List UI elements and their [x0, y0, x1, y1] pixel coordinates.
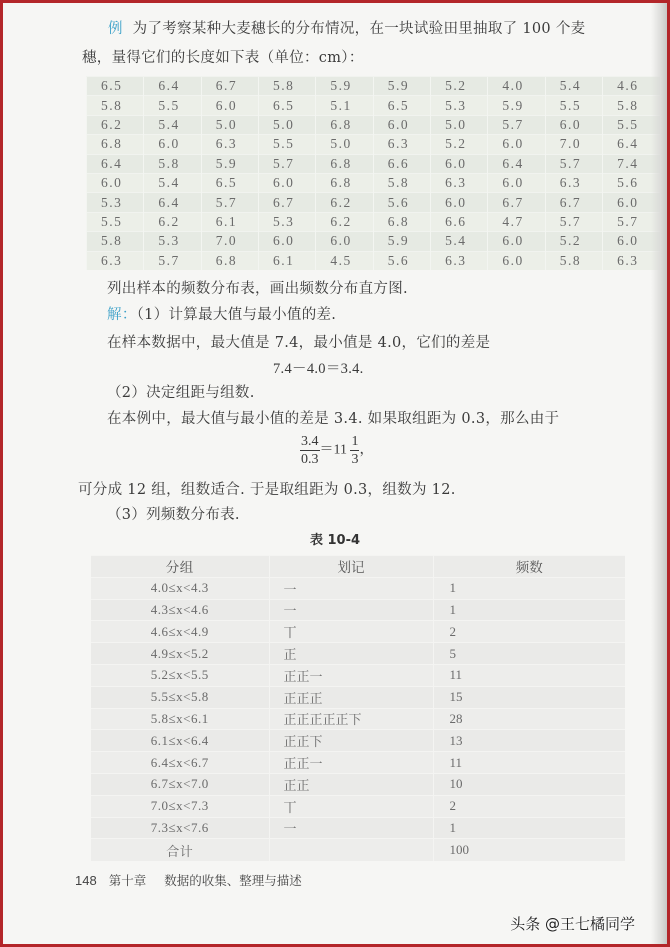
mixed-denominator: 3 [351, 452, 359, 467]
header-group: 分组 [91, 556, 269, 578]
raw-data-cell: 6.0 [201, 96, 258, 115]
tally-cell: 正正 [269, 773, 433, 795]
watermark: 头条 @王七橘同学 [510, 915, 635, 933]
raw-data-cell: 6.0 [259, 232, 316, 251]
raw-data-cell: 6.8 [373, 212, 430, 231]
table-row [91, 795, 625, 817]
raw-data-cell: 5.4 [144, 115, 201, 134]
total-tally [269, 839, 433, 861]
raw-data-cell: 6.0 [488, 232, 545, 251]
step2-text: 在本例中，最大值与最小值的差是 3.4. 如果取组距为 0.3，那么由于 [107, 411, 560, 427]
raw-data-cell: 5.3 [431, 96, 488, 115]
raw-data-cell: 4.7 [488, 212, 545, 231]
raw-data-cell: 5.3 [144, 232, 201, 251]
raw-data-cell: 5.5 [545, 96, 602, 115]
table-row [91, 686, 625, 708]
raw-data-cell: 5.5 [87, 212, 144, 231]
group-cell: 5.5≤x<5.8 [91, 686, 269, 708]
raw-data-cell: 5.1 [316, 96, 373, 115]
raw-data-cell: 6.2 [316, 193, 373, 212]
solution-sep: ： [121, 307, 137, 323]
group-cell: 6.1≤x<6.4 [91, 730, 269, 752]
raw-data-cell: 6.0 [259, 173, 316, 192]
raw-data-cell: 4.0 [488, 77, 545, 96]
raw-data-cell: 5.0 [316, 135, 373, 154]
table-caption: 表 10-4 [309, 533, 361, 548]
raw-data-cell: 5.2 [545, 232, 602, 251]
raw-data-cell: 6.3 [201, 135, 258, 154]
group-cell: 6.7≤x<7.0 [91, 773, 269, 795]
header-frequency: 频数 [433, 556, 625, 578]
raw-data-row [87, 251, 661, 270]
table-row [91, 599, 625, 621]
step1-text: 在样本数据中，最大值是 7.4，最小值是 4.0，它们的差是 [107, 335, 491, 351]
group-cell: 7.3≤x<7.6 [91, 817, 269, 839]
group-cell: 4.9≤x<5.2 [91, 643, 269, 665]
raw-data-cell: 5.0 [259, 115, 316, 134]
table-total-row [91, 839, 625, 861]
raw-data-cell: 6.7 [488, 193, 545, 212]
mixed-numerator: 1 [351, 434, 359, 449]
raw-data-cell: 5.8 [144, 154, 201, 173]
raw-data-cell: 6.8 [87, 135, 144, 154]
raw-data-cell: 5.9 [316, 77, 373, 96]
raw-data-cell: 5.6 [373, 193, 430, 212]
raw-data-cell: 6.0 [87, 173, 144, 192]
table-row [91, 730, 625, 752]
raw-data-cell: 5.5 [144, 96, 201, 115]
raw-data-cell: 5.5 [603, 115, 660, 134]
raw-data-cell: 6.0 [488, 173, 545, 192]
raw-data-cell: 6.5 [259, 96, 316, 115]
frequency-cell: 2 [433, 795, 625, 817]
solution-label: 解 [107, 307, 122, 323]
raw-data-cell: 6.5 [201, 173, 258, 192]
raw-data-cell: 5.7 [545, 154, 602, 173]
raw-data-cell: 6.3 [87, 251, 144, 270]
group-cell: 7.0≤x<7.3 [91, 795, 269, 817]
fraction-numerator: 3.4 [301, 434, 319, 449]
raw-data-cell: 5.8 [87, 96, 144, 115]
raw-data-cell: 5.6 [373, 251, 430, 270]
raw-data-cell: 6.1 [259, 251, 316, 270]
raw-data-cell: 6.4 [87, 154, 144, 173]
raw-data-cell: 5.9 [373, 77, 430, 96]
raw-data-cell: 6.4 [144, 193, 201, 212]
frequency-cell: 13 [433, 730, 625, 752]
frequency-cell: 11 [433, 752, 625, 774]
raw-data-cell: 5.0 [431, 115, 488, 134]
raw-data-cell: 6.3 [431, 251, 488, 270]
frequency-table [91, 555, 625, 861]
raw-data-cell: 6.0 [488, 251, 545, 270]
fraction-tail: ， [359, 442, 374, 458]
step2-conclusion: 可分成 12 组，组数适合. 于是取组距为 0.3，组数为 12. [78, 482, 456, 498]
raw-data-cell: 6.0 [144, 135, 201, 154]
chapter-title: 数据的收集、整理与描述 [164, 873, 302, 888]
group-cell: 5.2≤x<5.5 [91, 664, 269, 686]
raw-data-cell: 5.2 [431, 77, 488, 96]
raw-data-cell: 5.7 [201, 193, 258, 212]
raw-data-cell: 6.8 [201, 251, 258, 270]
raw-data-cell: 5.3 [87, 193, 144, 212]
raw-data-cell: 6.0 [316, 232, 373, 251]
table-row [91, 664, 625, 686]
table-row [91, 752, 625, 774]
group-cell: 5.8≤x<6.1 [91, 708, 269, 730]
raw-data-cell: 6.3 [603, 251, 660, 270]
raw-data-cell: 6.0 [603, 232, 660, 251]
raw-data-cell: 6.0 [603, 193, 660, 212]
raw-data-cell: 6.2 [144, 212, 201, 231]
raw-data-row [87, 115, 661, 134]
raw-data-cell: 6.3 [545, 173, 602, 192]
raw-data-cell: 5.8 [603, 96, 660, 115]
raw-data-cell: 5.7 [603, 212, 660, 231]
page-footer [75, 871, 302, 889]
raw-data-cell: 5.8 [259, 77, 316, 96]
group-cell: 6.4≤x<6.7 [91, 752, 269, 774]
frequency-cell: 10 [433, 773, 625, 795]
raw-data-cell: 6.6 [373, 154, 430, 173]
textbook-page [3, 3, 667, 944]
raw-data-cell: 6.2 [87, 115, 144, 134]
table-row [91, 817, 625, 839]
tally-cell: 正正正正正下 [269, 708, 433, 730]
raw-data-cell: 5.9 [488, 96, 545, 115]
raw-data-cell: 6.6 [431, 212, 488, 231]
raw-data-table [86, 76, 660, 270]
raw-data-cell: 6.0 [545, 115, 602, 134]
raw-data-cell: 6.3 [431, 173, 488, 192]
raw-data-cell: 4.5 [316, 251, 373, 270]
raw-data-cell: 7.4 [603, 154, 660, 173]
table-row [91, 708, 625, 730]
total-label: 合计 [91, 839, 269, 861]
raw-data-cell: 5.2 [431, 135, 488, 154]
frequency-cell: 2 [433, 621, 625, 643]
raw-data-cell: 6.0 [431, 154, 488, 173]
total-value: 100 [433, 839, 625, 861]
raw-data-cell: 6.7 [201, 77, 258, 96]
fraction-equation [300, 433, 373, 468]
fraction [300, 433, 320, 468]
group-cell: 4.6≤x<4.9 [91, 621, 269, 643]
page-number: 148 [75, 873, 97, 888]
frequency-cell: 5 [433, 643, 625, 665]
tally-cell: 一 [269, 599, 433, 621]
step2-title: （2）决定组距与组数. [107, 385, 255, 401]
raw-data-row [87, 212, 661, 231]
intro-text-1: 为了考察某种大麦穗长的分布情况，在一块试验田里抽取了 100 个麦 [132, 21, 586, 37]
tally-cell: 正正下 [269, 730, 433, 752]
tally-cell: 一 [269, 577, 433, 599]
raw-data-cell: 6.7 [545, 193, 602, 212]
tally-cell: 一 [269, 817, 433, 839]
raw-data-row [87, 96, 661, 115]
frequency-cell: 1 [433, 599, 625, 621]
raw-data-cell: 6.5 [87, 77, 144, 96]
raw-data-cell: 6.4 [488, 154, 545, 173]
raw-data-cell: 6.1 [201, 212, 258, 231]
table-row [91, 773, 625, 795]
fraction-denominator: 0.3 [301, 452, 319, 467]
raw-data-row [87, 193, 661, 212]
raw-data-cell: 5.5 [259, 135, 316, 154]
table-header-row [91, 556, 625, 578]
raw-data-cell: 6.0 [431, 193, 488, 212]
tally-cell: 正正一 [269, 752, 433, 774]
raw-data-cell: 5.6 [603, 173, 660, 192]
raw-data-row [87, 173, 661, 192]
frequency-cell: 11 [433, 664, 625, 686]
raw-data-cell: 5.7 [144, 251, 201, 270]
tally-cell: 正正正 [269, 686, 433, 708]
raw-data-row [87, 154, 661, 173]
tally-cell: 正正一 [269, 664, 433, 686]
step3-title: （3）列频数分布表. [107, 507, 240, 523]
raw-data-cell: 5.4 [545, 77, 602, 96]
raw-data-cell: 5.7 [545, 212, 602, 231]
fraction-equals: ＝11 [319, 442, 347, 458]
frequency-cell: 28 [433, 708, 625, 730]
raw-data-cell: 5.9 [201, 154, 258, 173]
step1-equation: 7.4－4.0＝3.4. [273, 361, 364, 377]
frequency-cell: 1 [433, 817, 625, 839]
raw-data-cell: 6.8 [316, 115, 373, 134]
header-tally: 划记 [269, 556, 433, 578]
group-cell: 4.0≤x<4.3 [91, 577, 269, 599]
raw-data-cell: 5.4 [144, 173, 201, 192]
raw-data-cell: 6.4 [603, 135, 660, 154]
chapter-label: 第十章 [108, 873, 147, 888]
example-label: 例 [108, 21, 123, 37]
table-row [91, 621, 625, 643]
task-text: 列出样本的频数分布表，画出频数分布直方图. [107, 281, 408, 297]
raw-data-cell: 6.0 [373, 115, 430, 134]
raw-data-cell: 6.2 [316, 212, 373, 231]
group-cell: 4.3≤x<4.6 [91, 599, 269, 621]
tally-cell: 丅 [269, 795, 433, 817]
raw-data-row [87, 232, 661, 251]
raw-data-cell: 6.8 [316, 173, 373, 192]
raw-data-row [87, 77, 661, 96]
raw-data-cell: 5.7 [259, 154, 316, 173]
raw-data-cell: 4.6 [603, 77, 660, 96]
raw-data-cell: 5.8 [87, 232, 144, 251]
raw-data-cell: 6.4 [144, 77, 201, 96]
intro-line-2: 穗，量得它们的长度如下表（单位：cm）： [82, 50, 364, 66]
step1-title: （1）计算最大值与最小值的差. [136, 307, 337, 323]
solution-step1-line [107, 305, 336, 325]
raw-data-cell: 5.8 [373, 173, 430, 192]
frequency-cell: 15 [433, 686, 625, 708]
tally-cell: 正 [269, 643, 433, 665]
raw-data-cell: 5.0 [201, 115, 258, 134]
frequency-cell: 1 [433, 577, 625, 599]
raw-data-cell: 5.8 [545, 251, 602, 270]
raw-data-cell: 7.0 [201, 232, 258, 251]
table-row [91, 577, 625, 599]
raw-data-cell: 6.3 [373, 135, 430, 154]
raw-data-cell: 7.0 [545, 135, 602, 154]
raw-data-cell: 6.5 [373, 96, 430, 115]
raw-data-cell: 6.8 [316, 154, 373, 173]
raw-data-cell: 5.9 [373, 232, 430, 251]
book-spine-shadow [651, 3, 667, 944]
intro-line-1 [108, 19, 585, 39]
raw-data-cell: 5.4 [431, 232, 488, 251]
tally-cell: 丅 [269, 621, 433, 643]
raw-data-row [87, 135, 661, 154]
table-row [91, 643, 625, 665]
raw-data-cell: 6.7 [259, 193, 316, 212]
raw-data-cell: 5.7 [488, 115, 545, 134]
raw-data-cell: 5.3 [259, 212, 316, 231]
raw-data-cell: 6.0 [488, 135, 545, 154]
